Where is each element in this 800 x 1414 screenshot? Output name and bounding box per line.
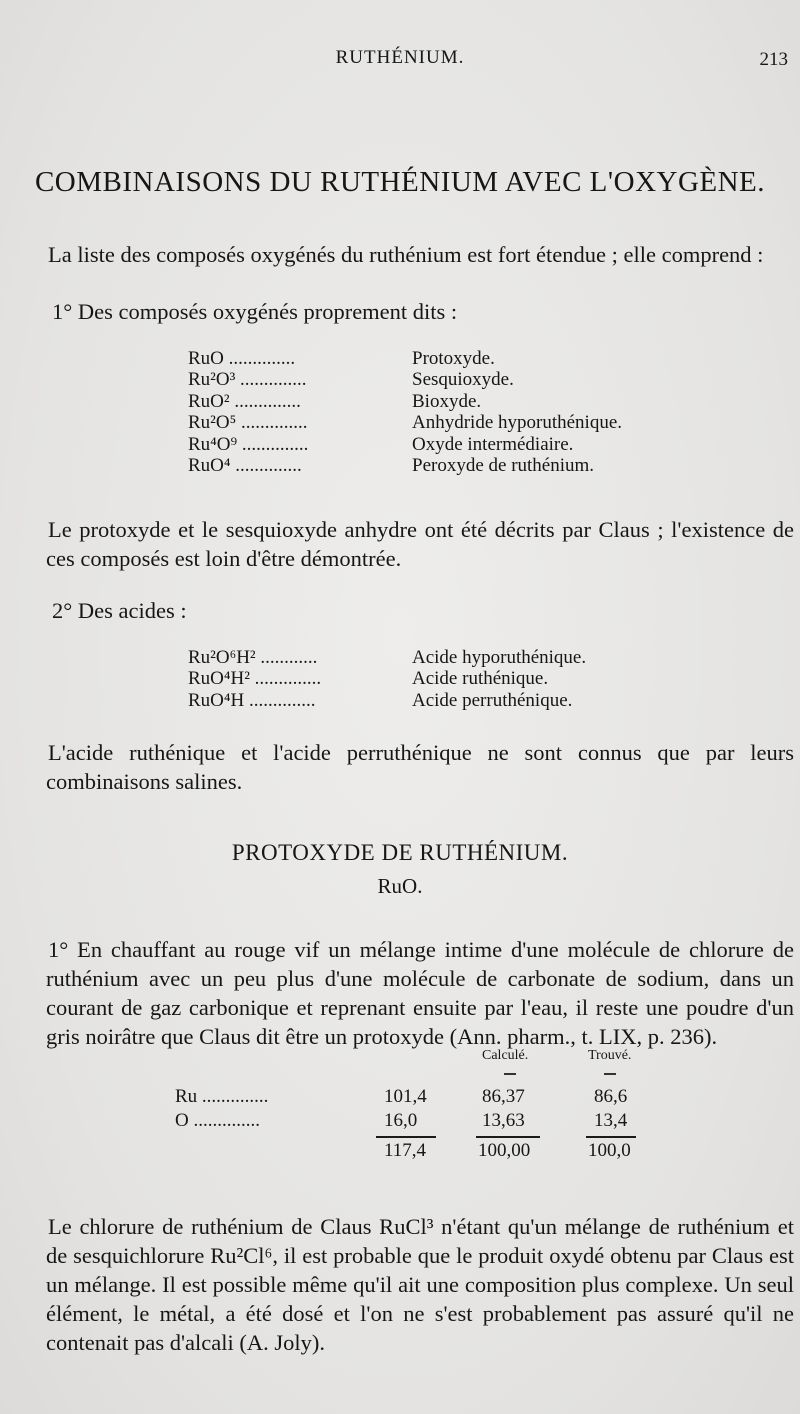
item1-paragraph: 1° Des composés oxygénés proprement dits : xyxy=(52,299,458,324)
oxide-formula: Ru²O³ .............. xyxy=(188,369,307,391)
list-item xyxy=(188,390,482,412)
section-title: PROTOXYDE DE RUTHÉNIUM. xyxy=(231,840,569,865)
header-dash xyxy=(504,1073,516,1075)
oxide-formula: Ru⁴O⁹ .............. xyxy=(188,433,309,455)
atomic-value: 16,0 xyxy=(384,1110,418,1131)
acid-formula: RuO⁴H² .............. xyxy=(188,668,322,690)
calc-column-header: Calculé. xyxy=(482,1048,529,1063)
oxide-formula: RuO⁴ .............. xyxy=(188,455,302,477)
list-item xyxy=(188,668,549,690)
list-item xyxy=(188,455,595,477)
element-label: O .............. xyxy=(175,1110,260,1131)
preparation-paragraph: 1° En chauffant au rouge vif un mélange intime d'une molécule de chlorure de ruthénium avec un peu plus d'une molécule de carbonate de sodium, dans un courant de gaz carbonique et reprenant ensuite par l'eau, il reste une poudre d'un gris noirâtre que Claus dit être un protoxyde (Ann. pharm., t. LIX, p. 236). xyxy=(46,937,794,1049)
section-formula: RuO. xyxy=(377,874,423,898)
acid-name: Acide perruthénique. xyxy=(412,689,573,711)
calc-total: 100,00 xyxy=(478,1140,531,1161)
list-item xyxy=(188,369,514,391)
acid-name: Acide hyporuthénique. xyxy=(412,647,587,668)
acid-formula: Ru²O⁶H² ............ xyxy=(188,647,318,668)
list-item xyxy=(188,647,587,668)
atomic-value: 101,4 xyxy=(384,1086,427,1107)
oxide-name: Protoxyde. xyxy=(412,348,495,369)
chapter-title: COMBINAISONS DU RUTHÉNIUM AVEC L'OXYGÈNE. xyxy=(34,166,766,198)
atomic-total: 117,4 xyxy=(384,1140,427,1161)
sum-rule xyxy=(586,1136,636,1138)
found-column-header: Trouvé. xyxy=(588,1048,632,1063)
acids-list xyxy=(188,647,587,711)
running-head: RUTHÉNIUM. xyxy=(335,47,465,68)
calc-value: 13,63 xyxy=(482,1110,525,1131)
acids-note-paragraph: L'acide ruthénique et l'acide perruthénique ne sont connus que par leurs combinaisons salines. xyxy=(46,740,794,794)
element-label: Ru .............. xyxy=(175,1086,269,1107)
found-value: 86,6 xyxy=(594,1086,628,1107)
final-paragraph: Le chlorure de ruthénium de Claus RuCl³ n'étant qu'un mélange de ruthénium et de sesquichlorure Ru²Cl⁶, il est probable que le produit oxydé obtenu par Claus est un mélange. Il est possible même qu'il ait une composition plus complexe. Un seul élément, le métal, a été dosé et l'on ne s'est probablement pas assuré qu'il ne contenait pas d'alcali (A. Joly). xyxy=(46,1214,794,1355)
list-item xyxy=(188,412,623,434)
list-item xyxy=(188,689,573,711)
claus-note-paragraph: Le protoxyde et le sesquioxyde anhydre ont été décrits par Claus ; l'existence de ces composés est loin d'être démontrée. xyxy=(46,517,794,571)
sum-rule xyxy=(376,1136,436,1138)
header-dash xyxy=(604,1073,616,1075)
oxide-formula: RuO .............. xyxy=(188,348,296,369)
acid-formula: RuO⁴H .............. xyxy=(188,689,316,711)
oxide-name: Oxyde intermédiaire. xyxy=(412,433,574,455)
item2-paragraph: 2° Des acides : xyxy=(52,598,187,623)
oxide-name: Bioxyde. xyxy=(412,390,482,412)
oxide-name: Peroxyde de ruthénium. xyxy=(412,455,595,477)
oxide-formula: Ru²O⁵ .............. xyxy=(188,412,308,434)
sum-rule xyxy=(476,1136,540,1138)
list-item xyxy=(188,433,574,455)
found-total: 100,0 xyxy=(588,1140,631,1161)
list-item xyxy=(188,348,495,369)
found-value: 13,4 xyxy=(594,1110,628,1131)
acid-name: Acide ruthénique. xyxy=(412,668,549,690)
intro-paragraph: La liste des composés oxygénés du ruthénium est fort étendue ; elle comprend : xyxy=(48,242,764,267)
oxide-name: Anhydride hyporuthénique. xyxy=(412,412,623,434)
calc-value: 86,37 xyxy=(482,1086,525,1107)
oxide-formula: RuO² .............. xyxy=(188,390,301,412)
oxide-name: Sesquioxyde. xyxy=(412,369,514,391)
oxides-list xyxy=(188,348,623,477)
page-number: 213 xyxy=(759,49,788,70)
